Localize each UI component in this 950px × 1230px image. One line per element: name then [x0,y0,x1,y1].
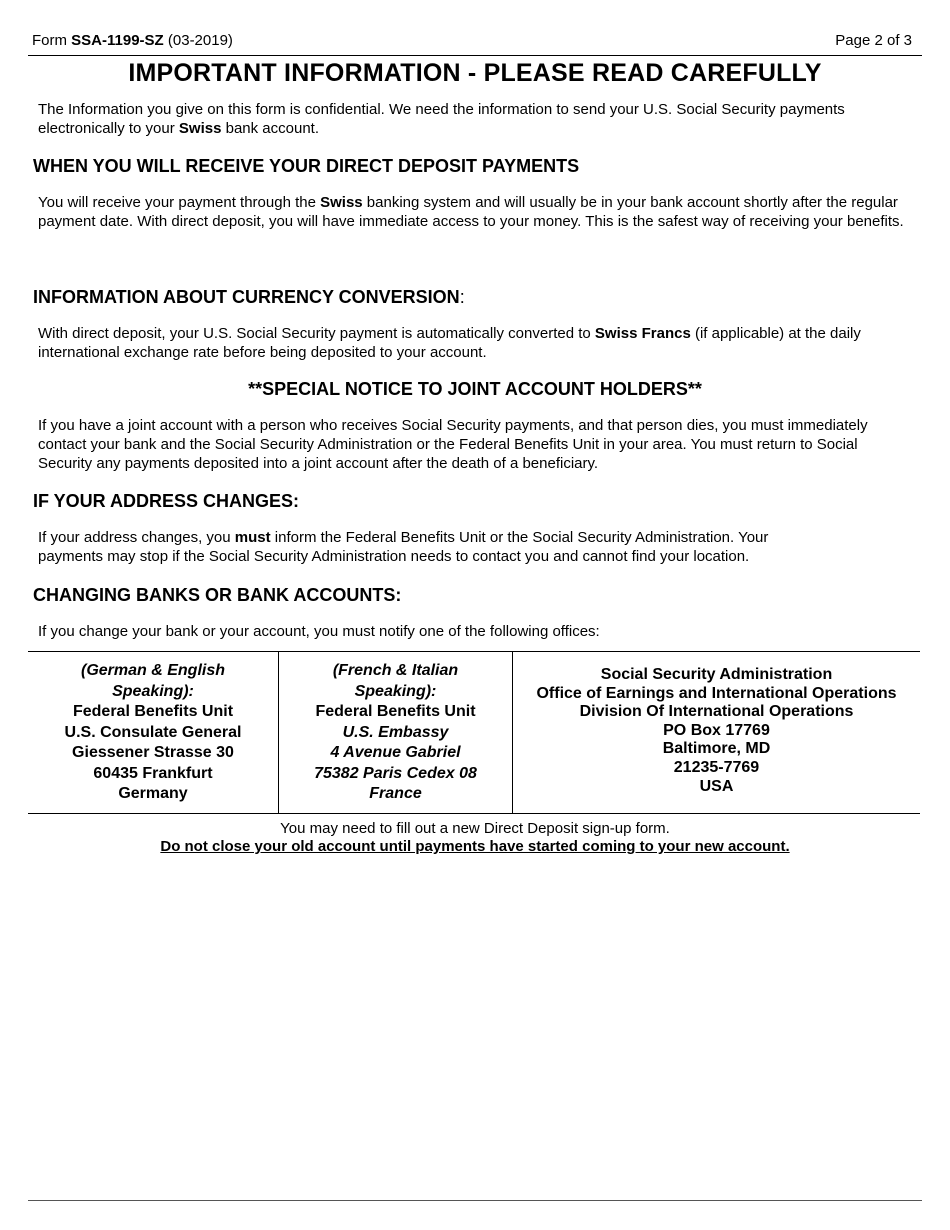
address-changes-paragraph: If your address changes, you must inform the Federal Benefits Unit or the Social Security Administration. Your payments may stop if the Social Security Administration needs to contact you and cannot find your location. [38,529,769,565]
form-id: SSA-1199-SZ [71,32,164,49]
intro-paragraph: The Information you give on this form is confidential. We need the information to send your U.S. Social Security payments electronically to your Swiss bank account. [38,101,845,137]
offices-table [28,651,920,814]
form-prefix: Form [32,32,72,49]
office-frankfurt: (German & English Speaking): Federal Benefits Unit U.S. Consulate General Giessener Strasse 30 60435 Frankfurt Germany [28,652,279,813]
address-changes-heading: IF YOUR ADDRESS CHANGES: [33,491,300,511]
changing-banks-paragraph: If you change your bank or your account, you must notify one of the following offices: [38,623,600,640]
footer-divider [28,1200,922,1201]
form-identifier [32,32,233,49]
joint-account-paragraph: If you have a joint account with a person who receives Social Security payments, and that person dies, you must immediately contact your bank and the Social Security Administration or the Federal Benefits Unit in your area. You must return to Social Security any payments deposited into a joint account after the death of a beneficiary. [38,417,868,472]
office-paris: (French & Italian Speaking): Federal Benefits Unit U.S. Embassy 4 Avenue Gabriel 75382 Paris Cedex 08 France [279,652,513,813]
receive-payments-paragraph: You will receive your payment through the Swiss banking system and will usually be in your bank account shortly after the regular payment date. With direct deposit, you will have immediate access to your money. This is the safest way of receiving your benefits. [38,194,904,230]
changing-banks-heading: CHANGING BANKS OR BANK ACCOUNTS: [33,585,402,605]
receive-payments-heading: WHEN YOU WILL RECEIVE YOUR DIRECT DEPOSIT PAYMENTS [33,156,580,176]
signup-form-note: You may need to fill out a new Direct Deposit sign-up form. [280,820,670,837]
do-not-close-warning: Do not close your old account until payments have started coming to your new account. [160,838,790,855]
form-date: (03-2019) [163,32,233,49]
page-number: Page 2 of 3 [835,32,912,49]
currency-conversion-heading: INFORMATION ABOUT CURRENCY CONVERSION: [33,287,465,307]
page-title: IMPORTANT INFORMATION - PLEASE READ CAREFULLY [128,59,822,87]
header-divider [28,55,922,56]
currency-conversion-paragraph: With direct deposit, your U.S. Social Security payment is automatically converted to Swiss Francs (if applicable) at the daily international exchange rate before being deposited to your account. [38,325,861,361]
joint-account-heading: **SPECIAL NOTICE TO JOINT ACCOUNT HOLDERS** [248,379,702,399]
office-baltimore: Social Security Administration Office of Earnings and International Operations Division Of International Operations PO Box 17769 Baltimore, MD 21235-7769 USA [536,666,897,795]
